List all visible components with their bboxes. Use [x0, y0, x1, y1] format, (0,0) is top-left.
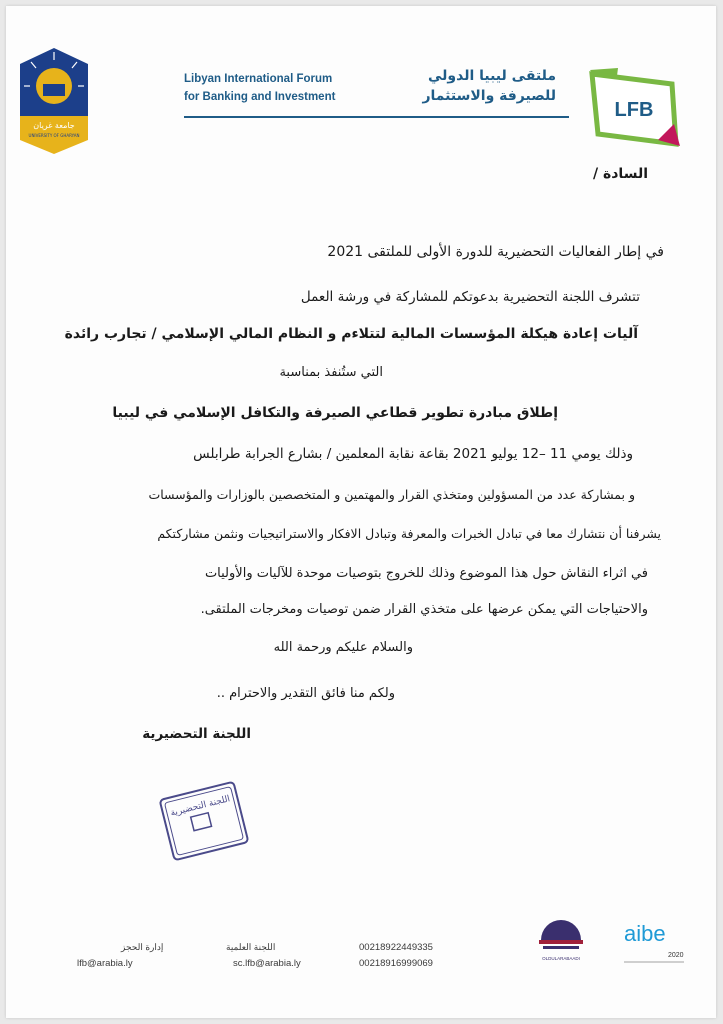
date-venue: وذلك يومي 11 –12 يوليو 2021 بقاعة نقابة المعلمين / بشارع الجرابة طرابلس: [193, 446, 633, 462]
body-line-1: يشرفنا أن نتشارك معا في تبادل الخبرات والمعرفة وتبادل الافكار والاستراتيجيات ونثمن مشاركتكم: [157, 526, 661, 541]
aibe-logo: [620, 911, 690, 971]
lfb-logo-text: LFB: [614, 99, 654, 121]
science-committee-label: اللجنة العلمية: [226, 942, 276, 952]
partner-dome-logo-text: OLDULARABAADI: [542, 956, 580, 961]
stamp-text: اللجنة التحضيرية: [169, 794, 232, 819]
forum-name-english-line1: Libyan International Forum: [184, 73, 333, 85]
booking-label: إدارة الحجز: [121, 942, 164, 952]
salutation: السادة /: [593, 166, 648, 182]
aibe-logo-text: aibe: [624, 921, 666, 946]
svg-text:جامعة غريان: جامعة غريان: [33, 121, 75, 130]
participation-line: و بمشاركة عدد من المسؤولين ومتخذي القرار والمهتمين و المتخصصين بالوزارات والمؤسسات: [148, 487, 635, 502]
forum-name-arabic-line1: ملتقى ليبيا الدولي: [427, 68, 556, 84]
occasion-intro: التي ستُنفذ بمناسبة: [279, 365, 383, 380]
body-line-3: والاحتياجات التي يمكن عرضها على متخذي القرار ضمن توصيات ومخرجات الملتقى.: [200, 602, 648, 617]
workshop-title: آليات إعادة هيكلة المؤسسات المالية لتتلاءم و النظام المالي الإسلامي / تجارب رائدة: [64, 326, 638, 342]
forum-name-arabic-line2: للصيرفة والاستثمار: [422, 88, 556, 104]
greeting: والسلام عليكم ورحمة الله: [273, 640, 413, 655]
lfb-logo: [588, 64, 682, 152]
partner-dome-logo: [533, 906, 589, 966]
phone-2: 00218916999069: [359, 958, 433, 969]
header-divider: [184, 116, 569, 118]
science-committee-email[interactable]: sc.lfb@arabia.ly: [233, 958, 301, 969]
body-line-2: في اثراء النقاش حول هذا الموضوع وذلك للخروج بتوصيات موحدة للآليات والأوليات: [204, 566, 648, 581]
forum-name-english-line2: for Banking and Investment: [184, 91, 336, 103]
committee-stamp: [154, 778, 254, 864]
initiative-title: إطلاق مبادرة تطوير قطاعي الصيرفة والتكافل الإسلامي في ليبيا: [112, 405, 558, 421]
forum-name-arabic: [422, 66, 556, 106]
booking-email[interactable]: lfb@arabia.ly: [77, 958, 133, 969]
svg-text:UNIVERSITY OF GHARYAN: UNIVERSITY OF GHARYAN: [28, 133, 80, 138]
letter-page: [6, 6, 716, 1018]
university-logo: [16, 46, 92, 158]
signature: اللجنة التحضيرية: [142, 726, 251, 742]
forum-name-english: [184, 70, 335, 106]
paragraph-framework: في إطار الفعاليات التحضيرية للدورة الأولى للملتقى 2021: [327, 244, 664, 260]
paragraph-invitation: تتشرف اللجنة التحضيرية بدعوتكم للمشاركة في ورشة العمل: [300, 289, 640, 305]
aibe-logo-year: 2020: [668, 952, 684, 959]
phone-1: 00218922449335: [359, 942, 433, 953]
closing: ولكم منا فائق التقدير والاحترام ..: [216, 686, 395, 701]
